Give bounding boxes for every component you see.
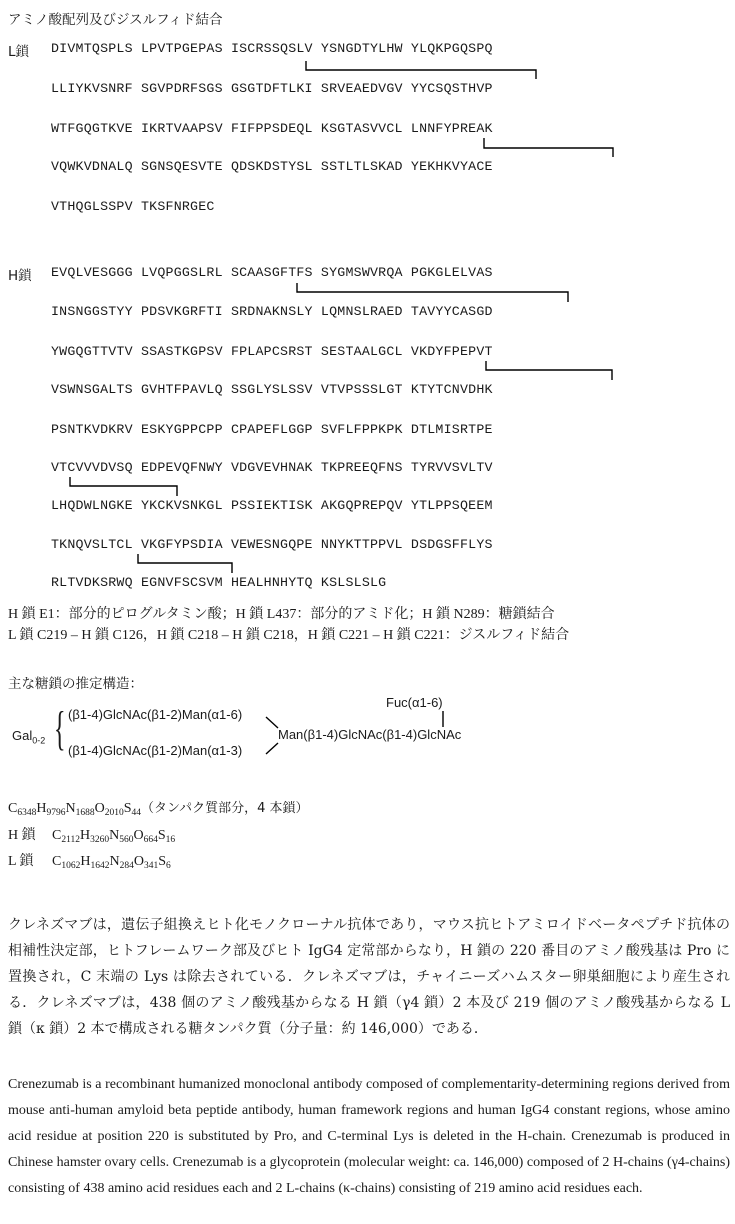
light-chain-row-1: DIVMTQSPLS LPVTPGEPAS ISCRSSQSLV YSNGDTYLHW YLQKPGQSPQ xyxy=(51,41,493,56)
formula-h-chain-label: H 鎖 xyxy=(8,828,36,843)
formula-h-chain-element-n: $N_{560}$ xyxy=(109,828,134,845)
formula-total xyxy=(8,797,309,818)
heavy-chain-row-9: RLTVDKSRWQ EGNVFSCSVM HEALHNHYTQ KSLSLSLG xyxy=(51,575,387,590)
heavy-chain-row-6: VTCVVVDVSQ EDPEVQFNWY VDGVEVHNAK TKPREEQFNS TYRVVSVLTV xyxy=(51,460,493,475)
heavy-chain-label: H鎖 xyxy=(8,268,32,284)
formula-l-chain-element-n: $N_{284}$ xyxy=(109,854,134,871)
disulfide-bond-l23-l88 xyxy=(306,61,536,79)
light-chain-row-2: LLIYKVSNRF SGVPDRFSGS GSGTDFTLKI SRVEAEDVGV YYCSQSTHVP xyxy=(51,81,493,96)
disulfide-bond-l139-l219 xyxy=(484,138,613,157)
glycan-brace: { xyxy=(54,702,66,755)
disulfide-note: L 鎖 C219 – H 鎖 C126，H 鎖 C218 – H 鎖 C218，H 鎖 C221 – H 鎖 C221：ジスルフィド結合 xyxy=(8,628,570,643)
formula-l-chain xyxy=(8,850,171,871)
formula-l-chain-element-c: $C_{1062}$ xyxy=(52,854,81,871)
disulfide-bond-h22-h96 xyxy=(297,283,568,302)
formula-h-chain xyxy=(8,824,175,845)
glycan-fucose: Fuc(α1-6) xyxy=(386,695,443,710)
description-english: Crenezumab is a recombinant humanized monoclonal antibody composed of complementarity-determining regions derived from mouse anti-human amyloid beta peptide antibody, human framework regions and human IgG4 constant regions, whose amino acid residue at position 220 is substituted by Pro, and C-terminal Lys is deleted in the H-chain. Crenezumab is produced in Chinese hamster ovary cells. Crenezumab is a glycoprotein (molecular weight: ca. 146,000) composed of 2 H-chains (γ4-chains) consisting of 438 amino acid residues each and 2 L-chains (κ-chains) consisting of 219 amino acid residues each. xyxy=(8,1077,730,1196)
formula-l-chain-element-s: $S_6$ xyxy=(158,854,171,871)
glycan-branch-lower: (β1-4)GlcNAc(β1-2)Man(α1-3) xyxy=(68,743,243,758)
disulfide-bond-h261-h321 xyxy=(70,477,177,496)
formula-l-chain-element-o: $O_{341}$ xyxy=(133,854,159,871)
glycan-title: 主な糖鎖の推定構造： xyxy=(8,676,143,692)
glycan-gal xyxy=(12,728,45,746)
formula-h-chain-element-s: $S_{16}$ xyxy=(157,828,176,845)
disulfide-bond-h140-h195 xyxy=(486,361,612,380)
glycan-branch-upper: (β1-4)GlcNAc(β1-2)Man(α1-6) xyxy=(68,707,243,722)
light-chain-label: L鎖 xyxy=(8,44,30,60)
heavy-chain-row-7: LHQDWLNGKE YKCKVSNKGL PSSIEKTISK AKGQPREPQV YTLPPSQEEM xyxy=(51,498,493,513)
formula-h-chain-element-o: $O_{664}$ xyxy=(133,828,158,845)
heavy-chain-row-3: YWGQGTTVTV SSASTKGPSV FPLAPCSRST SESTAALGCL VKDYFPEPVT xyxy=(51,344,493,359)
light-chain-row-3: WTFGQGTKVE IKRTVAAPSV FIFPPSDEQL KSGTASVVCL LNNFYPREAK xyxy=(51,121,493,136)
branch-lower-link-line xyxy=(266,743,278,754)
formula-total-suffix: （タンパク質部分，4 本鎖） xyxy=(141,801,309,816)
heavy-chain-row-5: PSNTKVDKRV ESKYGPPCPP CPAPEFLGGP SVFLFPPKPK DTLMISRTPE xyxy=(51,422,493,437)
formula-total-element-n: $N_{1688}$ xyxy=(65,801,95,818)
heavy-chain-row-2: INSNGGSTYY PDSVKGRFTI SRDNAKNSLY LQMNSLRAED TAVYYCASGD xyxy=(51,304,493,319)
branch-upper-link-line xyxy=(266,717,278,728)
section-heading: アミノ酸配列及びジスルフィド結合 xyxy=(8,12,223,28)
formula-total-element-c: $C_{6348}$ xyxy=(8,801,37,818)
heavy-chain-row-1: EVQLVESGGG LVQPGGSLRL SCAASGFTFS SYGMSWVRQA PGKGLELVAS xyxy=(51,265,493,280)
glycan-core: Man(β1-4)GlcNAc(β1-4)GlcNAc xyxy=(278,727,462,742)
formula-h-chain-element-h: $H_{3260}$ xyxy=(80,828,110,845)
heavy-chain-row-8: TKNQVSLTCL VKGFYPSDIA VEWESNGQPE NNYKTTPPVL DSDGSFFLYS xyxy=(51,537,493,552)
light-chain-row-4: VQWKVDNALQ SGNSQESVTE QDSKDSTYSL SSTLTLSKAD YEKHKVYACE xyxy=(51,159,493,174)
disulfide-bond-h367-h425 xyxy=(138,554,232,573)
glycan-gal-text: Gal xyxy=(12,728,33,743)
formula-total-element-h: $H_{9796}$ xyxy=(36,801,66,818)
glycan-gal-subscript: 0-2 xyxy=(32,735,46,746)
modification-note: H 鎖 E1：部分的ピログルタミン酸；H 鎖 L437：部分的アミド化；H 鎖 N289：糖鎖結合 xyxy=(8,607,555,622)
formula-l-chain-element-h: $H_{1642}$ xyxy=(80,854,110,871)
formula-total-element-s: $S_{44}$ xyxy=(123,801,142,818)
light-chain-row-5: VTHQGLSSPV TKSFNRGEC xyxy=(51,199,215,214)
formula-h-chain-element-c: $C_{2112}$ xyxy=(52,828,80,845)
heavy-chain-row-4: VSWNSGALTS GVHTFPAVLQ SSGLYSLSSV VTVPSSSLGT KTYTCNVDHK xyxy=(51,382,493,397)
description-japanese: クレネズマブは，遺伝子組換えヒト化モノクローナル抗体であり，マウス抗ヒトアミロイドベータペプチド抗体の相補性決定部，ヒトフレームワーク部及びヒト IgG4 定常部からなり，H 鎖の 220 番目のアミノ酸残基は Pro に置換され，C 末端の Lys は除去されている．クレネズマブは，チャイニーズハムスター卵巣細胞により産生される．クレネズマブは，438 個のアミノ酸残基からなる H 鎖（γ4 鎖）2 本及び 219 個のアミノ酸残基からなる L 鎖（κ 鎖）2 本で構成される糖タンパク質（分子量：約 146,000）である． xyxy=(8,917,730,1037)
formula-l-chain-label: L 鎖 xyxy=(8,854,34,869)
formula-total-element-o: $O_{2010}$ xyxy=(94,801,124,818)
